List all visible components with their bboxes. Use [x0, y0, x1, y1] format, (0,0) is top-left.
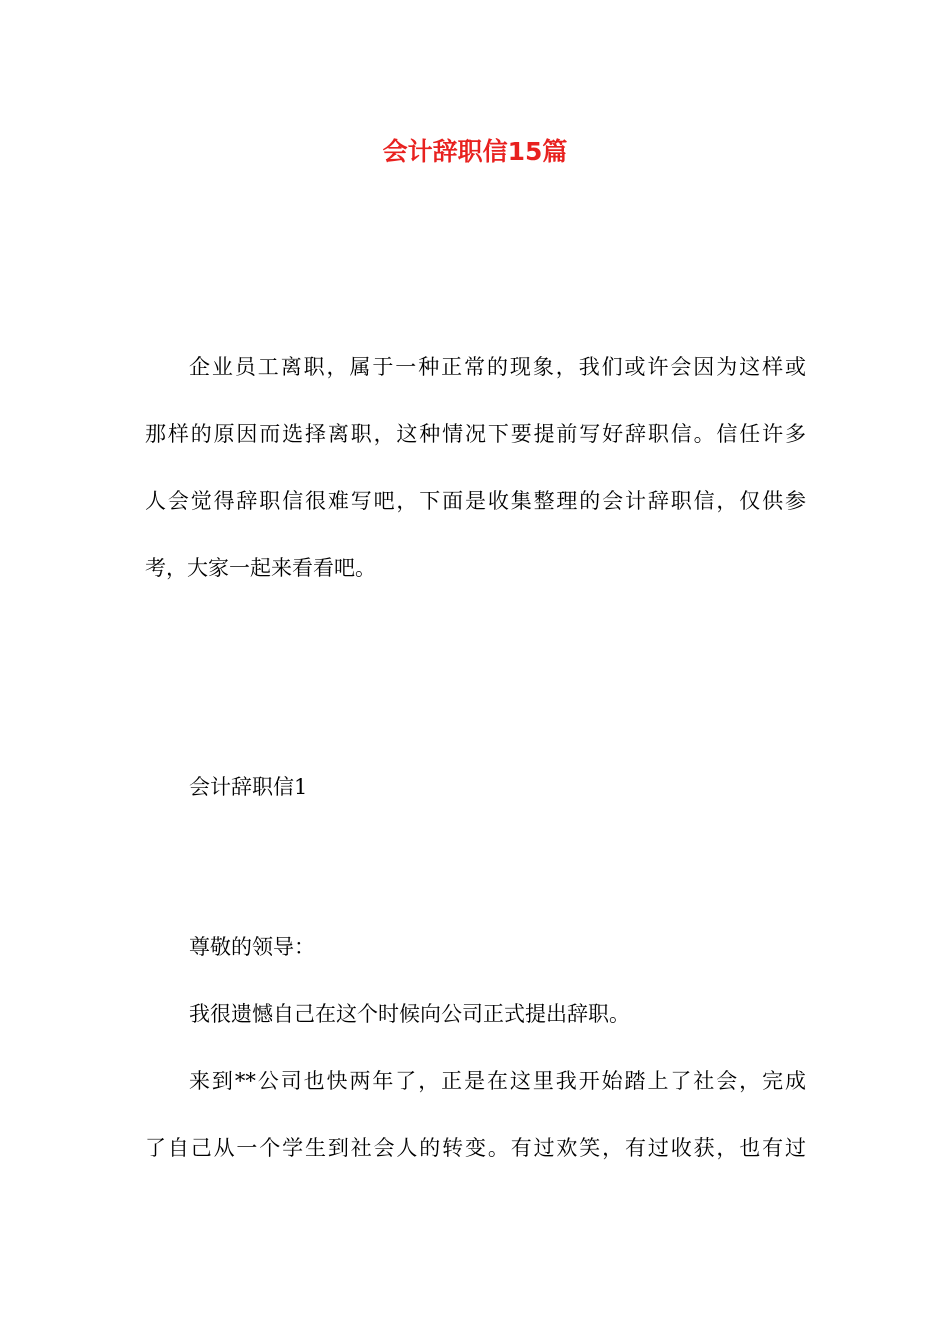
intro-line: 那样的原因而选择离职，这种情况下要提前写好辞职信。信任许多	[145, 422, 806, 446]
intro-line: 人会觉得辞职信很难写吧，下面是收集整理的会计辞职信，仅供参	[145, 489, 806, 513]
paragraph-2-line: 了自己从一个学生到社会人的转变。有过欢笑，有过收获，也有过	[145, 1136, 806, 1160]
paragraph-1: 我很遗憾自己在这个时候向公司正式提出辞职。	[189, 1002, 630, 1026]
paragraph-2-line: 来到**公司也快两年了，正是在这里我开始踏上了社会，完成	[189, 1069, 806, 1093]
paragraph-2	[145, 1048, 806, 1182]
intro-line: 企业员工离职，属于一种正常的现象，我们或许会因为这样或	[189, 355, 806, 379]
intro-line: 考，大家一起来看看吧。	[145, 556, 376, 580]
section-heading: 会计辞职信1	[189, 775, 308, 799]
greeting: 尊敬的领导：	[189, 935, 315, 959]
intro-paragraph	[145, 334, 806, 602]
document-title: 会计辞职信15篇	[382, 137, 568, 166]
